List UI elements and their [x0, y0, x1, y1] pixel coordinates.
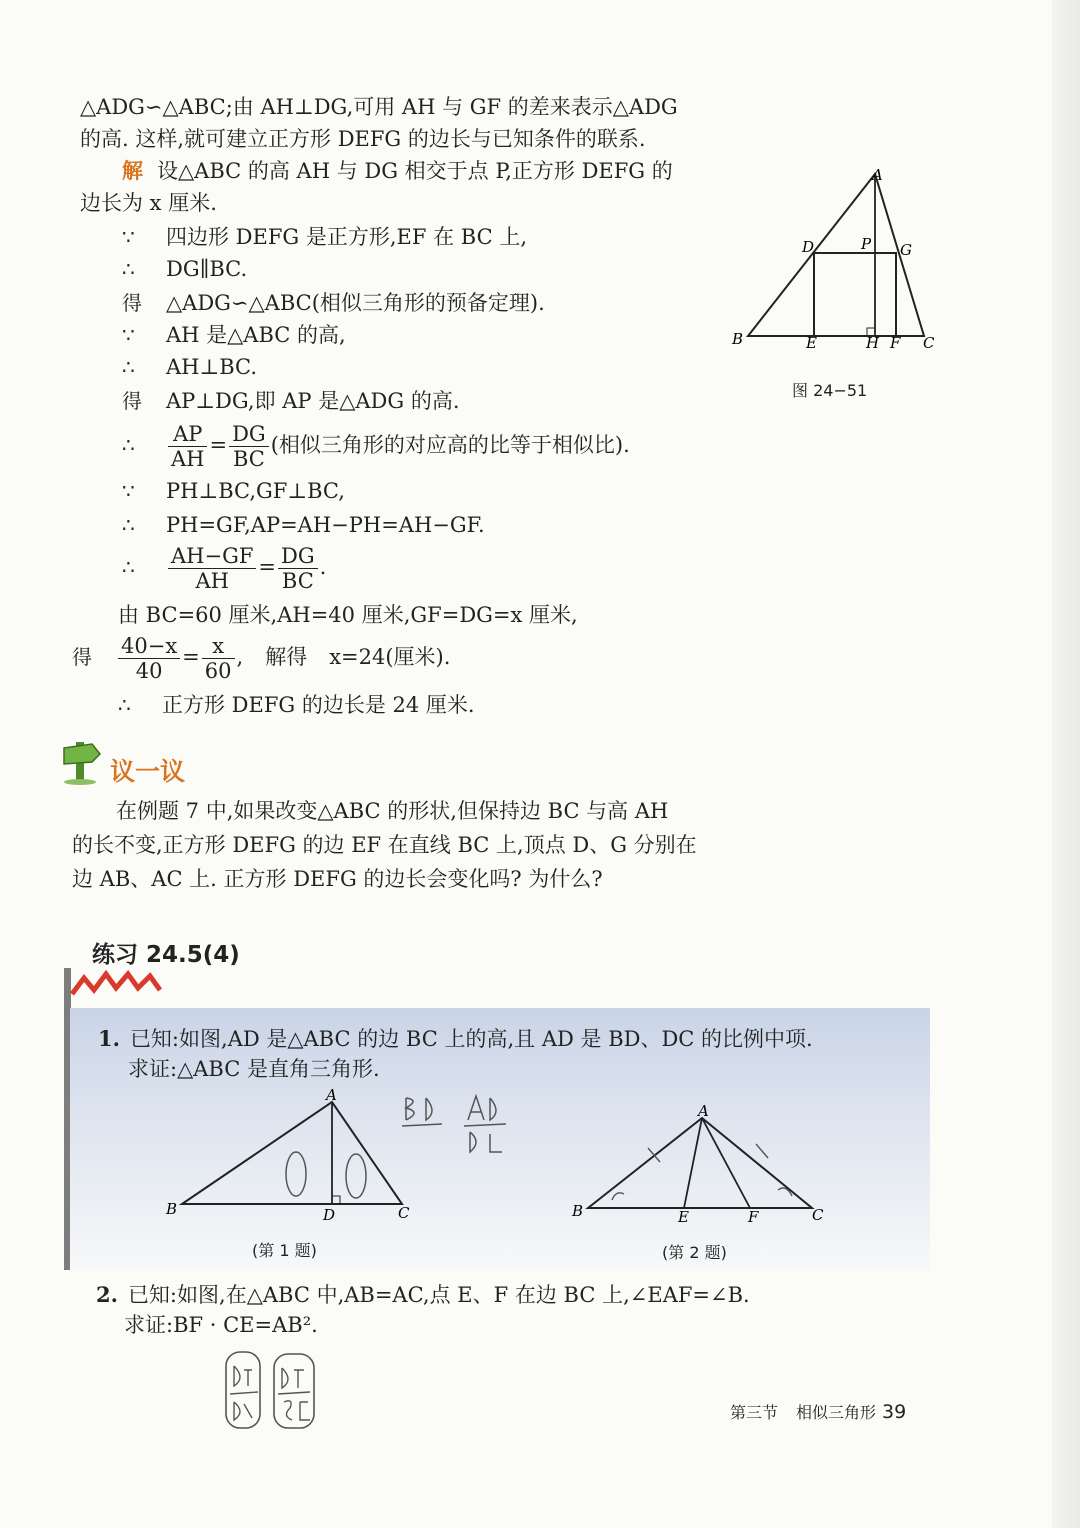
- fig1-label-b: B: [732, 330, 744, 348]
- q1-caption: (第 1 题): [252, 1241, 317, 1260]
- q2-label-e: E: [678, 1208, 689, 1226]
- q2-line-2: 求证:BF · CE=AB².: [124, 1313, 318, 1337]
- q2-caption: (第 2 题): [662, 1243, 727, 1262]
- solution-label: 解: [122, 158, 143, 183]
- fig1-label-g: G: [900, 241, 912, 259]
- fig1-label-d: D: [802, 238, 815, 256]
- fraction-dg-bc: $\frac{DG}{BC}$: [229, 422, 269, 471]
- q1-label-c: C: [398, 1204, 410, 1222]
- fig1-label-f: F: [890, 334, 901, 352]
- given-values: 由 BC=60 厘米,AH=40 厘米,GF=DG=x 厘米,: [118, 603, 578, 627]
- page-footer: 第三节 相似三角形 39: [730, 1401, 907, 1423]
- step-3: 得 △ADG∽△ABC(相似三角形的预备定理).: [122, 291, 545, 315]
- q2-label-a: A: [698, 1102, 709, 1120]
- handwritten-scribble: [218, 1346, 328, 1436]
- q1-label-d: D: [323, 1206, 336, 1224]
- solution-line-2: 边长为 x 厘米.: [80, 191, 217, 215]
- step-7: ∵ PH⊥BC,GF⊥BC,: [122, 479, 345, 503]
- zigzag-decoration-icon: [64, 968, 174, 1008]
- q2-figure: [568, 1100, 838, 1230]
- step-1: ∵ 四边形 DEFG 是正方形,EF 在 BC 上,: [122, 225, 528, 249]
- fraction-ap-ah: $\frac{AP}{AH}$: [168, 422, 207, 471]
- discuss-title: 议一议: [110, 757, 186, 786]
- page-number: 39: [882, 1401, 907, 1423]
- fraction-step-2: ∴ $\frac{AH-GF}{AH}$ = $\frac{DG}{BC}$ .: [122, 544, 327, 593]
- fraction-x-60: $\frac{x}{60}$: [202, 634, 235, 683]
- page-edge-shadow: [1052, 0, 1080, 1528]
- q2-label-c: C: [812, 1206, 824, 1224]
- solution-line-1: 解 设△ABC 的高 AH 与 DG 相交于点 P,正方形 DEFG 的: [122, 158, 673, 183]
- fraction-40-x: $\frac{40-x}{40}$: [118, 634, 180, 683]
- handwritten-ratio-note: [398, 1090, 528, 1160]
- fig1-label-p: P: [861, 235, 872, 253]
- q2-label-f: F: [748, 1208, 759, 1226]
- q1-figure: [160, 1084, 420, 1224]
- q1-line-2: 求证:△ABC 是直角三角形.: [128, 1057, 380, 1081]
- figure-caption: 图 24−51: [792, 381, 868, 400]
- intro-line-1: △ADG∽△ABC;由 AH⊥DG,可用 AH 与 GF 的差来表示△ADG: [80, 95, 678, 119]
- discuss-line-2: 的长不变,正方形 DEFG 的边 EF 在直线 BC 上,顶点 D、G 分别在: [72, 833, 697, 857]
- fraction-step-1: ∴ $\frac{AP}{AH}$ = $\frac{DG}{BC}$ (相似三角形的对应高的比等于相似比).: [122, 422, 630, 471]
- fraction-dg-bc-2: $\frac{DG}{BC}$: [278, 544, 318, 593]
- fig1-label-h: H: [866, 334, 880, 352]
- figure-24-51: [720, 160, 950, 360]
- discuss-line-1: 在例题 7 中,如果改变△ABC 的形状,但保持边 BC 与高 AH: [116, 799, 669, 823]
- step-5: ∴ AH⊥BC.: [122, 355, 258, 379]
- discuss-line-3: 边 AB、AC 上. 正方形 DEFG 的边长会变化吗? 为什么?: [72, 867, 603, 891]
- fraction-ah-gf-ah: $\frac{AH-GF}{AH}$: [168, 544, 256, 593]
- exercise-title: 练习 24.5(4): [92, 942, 240, 968]
- fig1-label-a: A: [872, 166, 883, 184]
- q1-label-b: B: [166, 1200, 178, 1218]
- step-4: ∵ AH 是△ABC 的高,: [122, 323, 346, 347]
- q1-line-1: 1. 已知:如图,AD 是△ABC 的边 BC 上的高,且 AD 是 BD、DC 的比例中项.: [98, 1026, 813, 1051]
- intro-line-2: 的高. 这样,就可建立正方形 DEFG 的边长与已知条件的联系.: [80, 127, 646, 151]
- fig1-label-e: E: [806, 334, 817, 352]
- step-6: 得 AP⊥DG,即 AP 是△ADG 的高.: [122, 389, 460, 413]
- signpost-icon: [56, 734, 108, 786]
- q1-label-a: A: [326, 1086, 337, 1104]
- q2-label-b: B: [572, 1202, 584, 1220]
- conclusion: ∴ 正方形 DEFG 的边长是 24 厘米.: [118, 693, 475, 717]
- fig1-label-c: C: [923, 334, 935, 352]
- step-2: ∴ DG∥BC.: [122, 257, 248, 281]
- q2-line-1: 2. 已知:如图,在△ABC 中,AB=AC,点 E、F 在边 BC 上,∠EAF=∠B.: [96, 1282, 750, 1307]
- step-8: ∴ PH=GF,AP=AH−PH=AH−GF.: [122, 513, 485, 537]
- fraction-step-3: 得 $\frac{40-x}{40}$ = $\frac{x}{60}$ , 解得 x=24(厘米).: [72, 634, 451, 683]
